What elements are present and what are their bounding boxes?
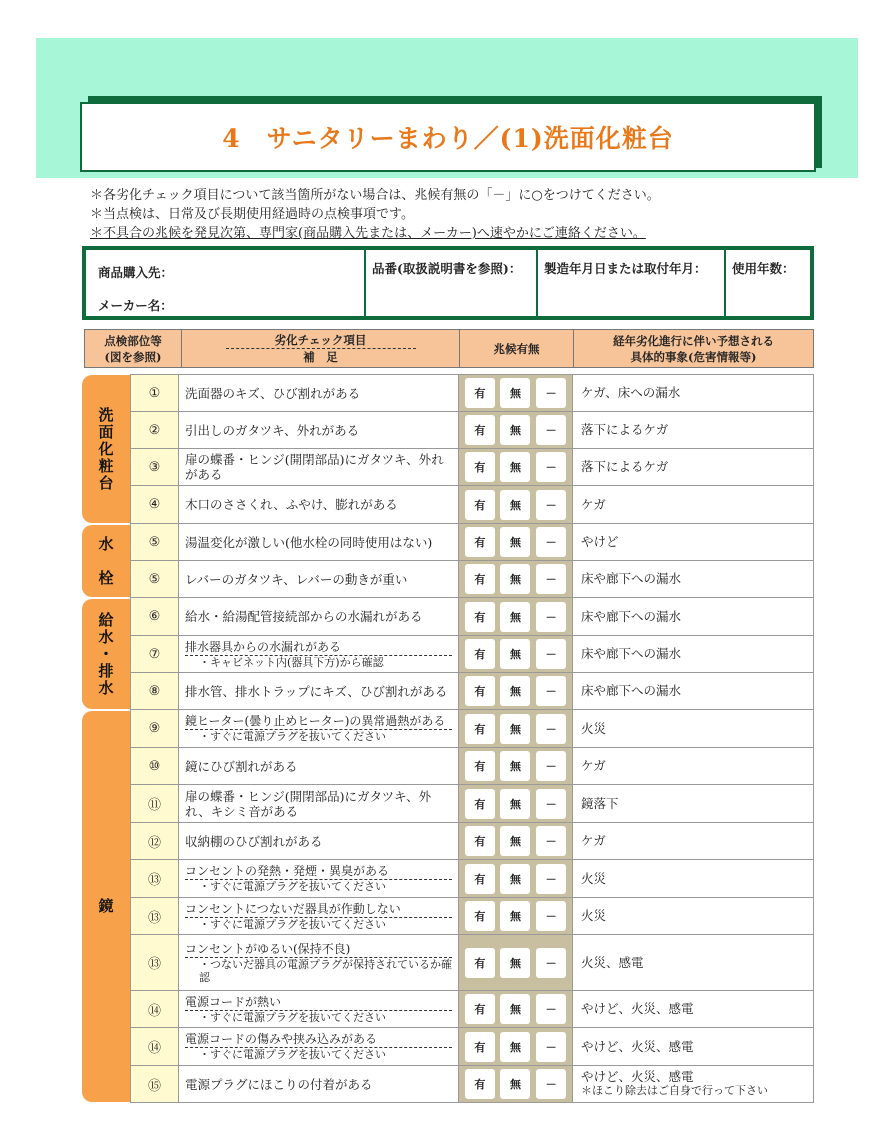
result-line: ケガ、床への漏水 (581, 385, 681, 400)
choice-no[interactable]: 無 (500, 415, 530, 445)
sign-choices (459, 991, 573, 1027)
result-text (573, 935, 813, 990)
check-item-text: 引出しのガタツキ、外れがある (185, 422, 360, 438)
choice-no[interactable]: 無 (500, 948, 530, 978)
row-number: ⑧ (130, 673, 179, 709)
header-part-line1: 点検部位等 (104, 333, 162, 348)
result-text (573, 710, 813, 747)
row-number: ⑬ (130, 898, 179, 934)
check-item-text: コンセントがゆるい(保持不良) (185, 942, 452, 958)
sign-choices (459, 1028, 573, 1065)
row-number: ⑮ (130, 1066, 179, 1102)
shop-label: 商品購入先： (98, 265, 174, 280)
header-sign (460, 330, 574, 367)
choice-yes[interactable]: 有 (465, 415, 495, 445)
choice-na[interactable]: － (536, 901, 566, 931)
row-number: ⑬ (130, 860, 179, 897)
choice-no[interactable]: 無 (500, 564, 530, 594)
result-line: 床や廊下への漏水 (581, 571, 682, 586)
sign-choices (459, 598, 573, 635)
row-number: ⑭ (130, 991, 179, 1027)
choice-yes[interactable]: 有 (465, 452, 495, 482)
note-2: ＊当点検は、日常及び長期使用経過時の点検事項です。 (90, 207, 414, 222)
result-line: やけど、火災、感電 (581, 1038, 694, 1054)
choice-yes[interactable]: 有 (465, 564, 495, 594)
choice-na[interactable]: － (536, 714, 566, 744)
sign-choices (459, 860, 573, 897)
result-text (573, 486, 813, 523)
header-result-line1: 経年劣化進行に伴い予想される (613, 333, 774, 348)
sign-choices (459, 486, 573, 523)
check-item-text: 給水・給湯配管接続部からの水漏れがある (185, 609, 423, 624)
check-item-text: 排水器具からの水漏れがある (185, 640, 452, 656)
years-label: 使用年数： (732, 261, 795, 276)
table-row (130, 636, 814, 673)
row-number: ① (130, 375, 179, 411)
sign-choices (459, 449, 573, 485)
choice-na[interactable]: － (536, 948, 566, 978)
choice-na[interactable]: － (536, 1069, 566, 1099)
model-label: 品番(取扱説明書を参照)： (372, 261, 522, 276)
result-line: 床や廊下への漏水 (581, 646, 682, 661)
choice-na[interactable]: － (536, 602, 566, 632)
result-line: 火災 (581, 720, 607, 736)
sign-choices (459, 673, 573, 709)
result-line: ケガ (581, 833, 606, 848)
check-item-note: ・すぐに電源プラグを抜いてください (199, 730, 386, 743)
choice-no[interactable]: 無 (500, 452, 530, 482)
check-item-text: 鏡ヒーター(曇り止めヒーター)の異常過熱がある (185, 714, 452, 730)
header-result (574, 330, 813, 367)
choice-no[interactable]: 無 (500, 490, 530, 520)
choice-na[interactable]: － (536, 751, 566, 781)
result-text (573, 785, 813, 822)
choice-yes[interactable]: 有 (465, 948, 495, 978)
section-label (82, 525, 130, 597)
result-text (573, 748, 813, 784)
row-number: ⑦ (130, 636, 179, 672)
choice-na[interactable]: － (536, 378, 566, 408)
choice-yes[interactable]: 有 (465, 602, 495, 632)
check-item-text: 鏡にひび割れがある (185, 758, 298, 774)
result-line: 火災 (581, 870, 607, 886)
choice-no[interactable]: 無 (500, 1032, 530, 1062)
table-row (130, 524, 814, 561)
table-row (130, 561, 814, 598)
result-text (573, 1066, 813, 1102)
check-item-note: ・すぐに電源プラグを抜いてください (199, 1010, 386, 1024)
table-row (130, 1066, 814, 1103)
choice-no[interactable]: 無 (500, 789, 530, 819)
row-number: ⑪ (130, 785, 179, 822)
row-number: ⑨ (130, 710, 179, 747)
result-line: やけど、火災、感電 (581, 1001, 694, 1016)
note-3: ＊不具合の兆候を発見次第、専門家(商品購入先または、メーカー)へ速やかにご連絡ください。 (90, 226, 646, 241)
choice-no[interactable]: 無 (500, 676, 530, 706)
years-cell[interactable] (726, 250, 810, 316)
check-item (179, 375, 459, 411)
table-row (130, 486, 814, 524)
row-number: ⑬ (130, 935, 179, 990)
check-item (179, 598, 459, 635)
result-text (573, 860, 813, 897)
result-note: ＊ほこり除去はご自身で行って下さい (581, 1084, 768, 1097)
sign-choices (459, 561, 573, 597)
choice-na[interactable]: － (536, 676, 566, 706)
table-row (130, 935, 814, 991)
table-row (130, 823, 814, 860)
header-check-line2: 補 足 (303, 350, 338, 364)
row-number: ⑤ (130, 561, 179, 597)
title-box (80, 102, 816, 172)
check-item (179, 710, 459, 747)
table-row (130, 991, 814, 1028)
result-text (573, 823, 813, 859)
page-title: 4 サニタリーまわり／(1)洗面化粧台 (222, 124, 674, 153)
table-header (84, 329, 814, 368)
row-number: ③ (130, 449, 179, 485)
result-line: 床や廊下への漏水 (581, 608, 682, 624)
header-check-line1: 劣化チェック項目 (226, 332, 416, 349)
check-item (179, 860, 459, 897)
header-part (85, 330, 182, 367)
result-line: ケガ (581, 496, 606, 512)
model-cell[interactable] (366, 250, 538, 316)
check-item-text: 排水管、排水トラップにキズ、ひび割れがある (185, 683, 448, 699)
choice-na[interactable]: － (536, 490, 566, 520)
table-row (130, 1028, 814, 1066)
check-item-note: ・つないだ器具の電源プラグが保持されているか確認 (199, 957, 452, 984)
choice-yes[interactable]: 有 (465, 789, 495, 819)
check-item-text: 電源プラグにほこりの付着がある (185, 1076, 373, 1092)
section-label (82, 711, 130, 1102)
result-line: 落下によるケガ (581, 422, 669, 437)
table-row (130, 898, 814, 935)
shop-maker-cell[interactable] (86, 250, 366, 316)
choice-no[interactable]: 無 (500, 864, 530, 894)
sign-choices (459, 412, 573, 448)
choice-no[interactable]: 無 (500, 639, 530, 669)
sign-choices (459, 524, 573, 560)
table-row (130, 748, 814, 785)
note-1: ＊各劣化チェック項目について該当箇所がない場合は、兆候有無の「－」に○をつけてください。 (90, 188, 660, 203)
choice-yes[interactable]: 有 (465, 639, 495, 669)
section-label (82, 599, 130, 709)
choice-yes[interactable]: 有 (465, 378, 495, 408)
choice-no[interactable]: 無 (500, 602, 530, 632)
choice-yes[interactable]: 有 (465, 490, 495, 520)
header-part-line2: (図を参照) (104, 349, 162, 364)
choice-no[interactable]: 無 (500, 1069, 530, 1099)
choice-yes[interactable]: 有 (465, 901, 495, 931)
check-item (179, 898, 459, 934)
choice-na[interactable]: － (536, 452, 566, 482)
check-item (179, 636, 459, 672)
choice-na[interactable]: － (536, 564, 566, 594)
table-row (130, 598, 814, 636)
result-text (573, 636, 813, 672)
row-number: ⑩ (130, 748, 179, 784)
choice-yes[interactable]: 有 (465, 751, 495, 781)
check-item (179, 524, 459, 560)
check-item (179, 449, 459, 485)
date-cell[interactable] (538, 250, 726, 316)
choice-no[interactable]: 無 (500, 994, 530, 1024)
check-item (179, 1066, 459, 1102)
result-line: 落下によるケガ (581, 459, 669, 474)
choice-na[interactable]: － (536, 527, 566, 557)
choice-no[interactable]: 無 (500, 527, 530, 557)
row-number: ② (130, 412, 179, 448)
result-text (573, 1028, 813, 1065)
check-item (179, 823, 459, 859)
check-item (179, 412, 459, 448)
check-item-note: ・キャビネット内(器具下方)から確認 (199, 655, 384, 669)
check-item-text: 木口のささくれ、ふやけ、膨れがある (185, 497, 398, 512)
check-item-text: 湯温変化が激しい(他水栓の同時使用はない) (185, 534, 433, 550)
result-text (573, 598, 813, 635)
check-item-note: ・すぐに電源プラグを抜いてください (199, 880, 386, 893)
result-line: やけど、火災、感電 (581, 1069, 694, 1084)
check-item-text: 収納棚のひび割れがある (185, 833, 323, 849)
choice-yes[interactable]: 有 (465, 994, 495, 1024)
choice-na[interactable]: － (536, 639, 566, 669)
choice-yes[interactable]: 有 (465, 714, 495, 744)
table-row (130, 412, 814, 449)
choice-no[interactable]: 無 (500, 714, 530, 744)
check-item-text: 扉の蝶番・ヒンジ(開閉部品)にガタツキ、外れ、キシミ音がある (185, 788, 432, 819)
header-check (182, 330, 460, 367)
sign-choices (459, 898, 573, 934)
notes (90, 186, 830, 243)
choice-yes[interactable]: 有 (465, 826, 495, 856)
choice-no[interactable]: 無 (500, 826, 530, 856)
check-item (179, 785, 459, 822)
sign-choices (459, 935, 573, 990)
result-text (573, 449, 813, 485)
result-text (573, 524, 813, 560)
check-item (179, 991, 459, 1027)
choice-no[interactable]: 無 (500, 751, 530, 781)
row-number: ④ (130, 486, 179, 523)
check-item-text: 電源コードの傷みや挟み込みがある (185, 1032, 452, 1048)
check-item (179, 935, 459, 990)
result-line: 火災 (581, 908, 607, 923)
choice-yes[interactable]: 有 (465, 1032, 495, 1062)
row-number: ⑤ (130, 524, 179, 560)
check-item (179, 673, 459, 709)
maker-label: メーカー名： (98, 298, 173, 313)
result-text (573, 673, 813, 709)
table-row (130, 785, 814, 823)
choice-yes[interactable]: 有 (465, 676, 495, 706)
choice-na[interactable]: － (536, 994, 566, 1024)
result-line: やけど (581, 534, 619, 549)
sign-choices (459, 823, 573, 859)
check-item-text: 電源コードが熱い (185, 995, 452, 1011)
result-text (573, 412, 813, 448)
choice-na[interactable]: － (536, 1032, 566, 1062)
section-label-text: 給水・排水 (96, 611, 115, 697)
sign-choices (459, 375, 573, 411)
section-label-text: 水 栓 (96, 535, 115, 587)
choice-yes[interactable]: 有 (465, 527, 495, 557)
choice-no[interactable]: 無 (500, 901, 530, 931)
check-item-text: 扉の蝶番・ヒンジ(開閉部品)にガタツキ、外れがある (185, 452, 444, 482)
check-item-text: コンセントにつないだ器具が作動しない (185, 902, 452, 918)
check-item (179, 561, 459, 597)
section-label-text: 洗面化粧台 (96, 406, 115, 492)
header-sign-label: 兆候有無 (493, 341, 540, 356)
sign-choices (459, 748, 573, 784)
sign-choices (459, 710, 573, 747)
result-text (573, 991, 813, 1027)
table-row (130, 374, 814, 412)
choice-na[interactable]: － (536, 826, 566, 856)
choice-na[interactable]: － (536, 415, 566, 445)
check-item-text: レバーのガタツキ、レバーの動きが重い (185, 571, 408, 587)
result-line: ケガ (581, 758, 606, 773)
sign-choices (459, 636, 573, 672)
table-row (130, 710, 814, 748)
result-text (573, 561, 813, 597)
section-label-text: 鏡 (96, 898, 115, 915)
choice-no[interactable]: 無 (500, 378, 530, 408)
choice-na[interactable]: － (536, 864, 566, 894)
table-row (130, 673, 814, 710)
choice-yes[interactable]: 有 (465, 864, 495, 894)
check-item-text: コンセントの発熱・発煙・異臭がある (185, 864, 452, 880)
choice-yes[interactable]: 有 (465, 1069, 495, 1099)
table-row (130, 449, 814, 486)
result-line: 火災、感電 (581, 954, 644, 970)
check-item-note: ・すぐに電源プラグを抜いてください (199, 917, 386, 931)
product-info-box (82, 246, 814, 320)
choice-na[interactable]: － (536, 789, 566, 819)
sign-choices (459, 1066, 573, 1102)
check-item (179, 486, 459, 523)
result-line: 床や廊下への漏水 (581, 683, 682, 698)
check-item-text: 洗面器のキズ、ひび割れがある (185, 385, 361, 401)
section-label (82, 375, 130, 523)
sign-choices (459, 785, 573, 822)
row-number: ⑫ (130, 823, 179, 859)
header-result-line2: 具体的事象(危害情報等) (630, 349, 757, 364)
date-label: 製造年月日または取付年月： (544, 261, 707, 276)
result-line: 鏡落下 (581, 795, 619, 811)
row-number: ⑭ (130, 1028, 179, 1065)
check-item (179, 1028, 459, 1065)
result-text (573, 898, 813, 934)
row-number: ⑥ (130, 598, 179, 635)
check-item (179, 748, 459, 784)
result-text (573, 375, 813, 411)
check-item-note: ・すぐに電源プラグを抜いてください (199, 1048, 386, 1061)
table-row (130, 860, 814, 898)
